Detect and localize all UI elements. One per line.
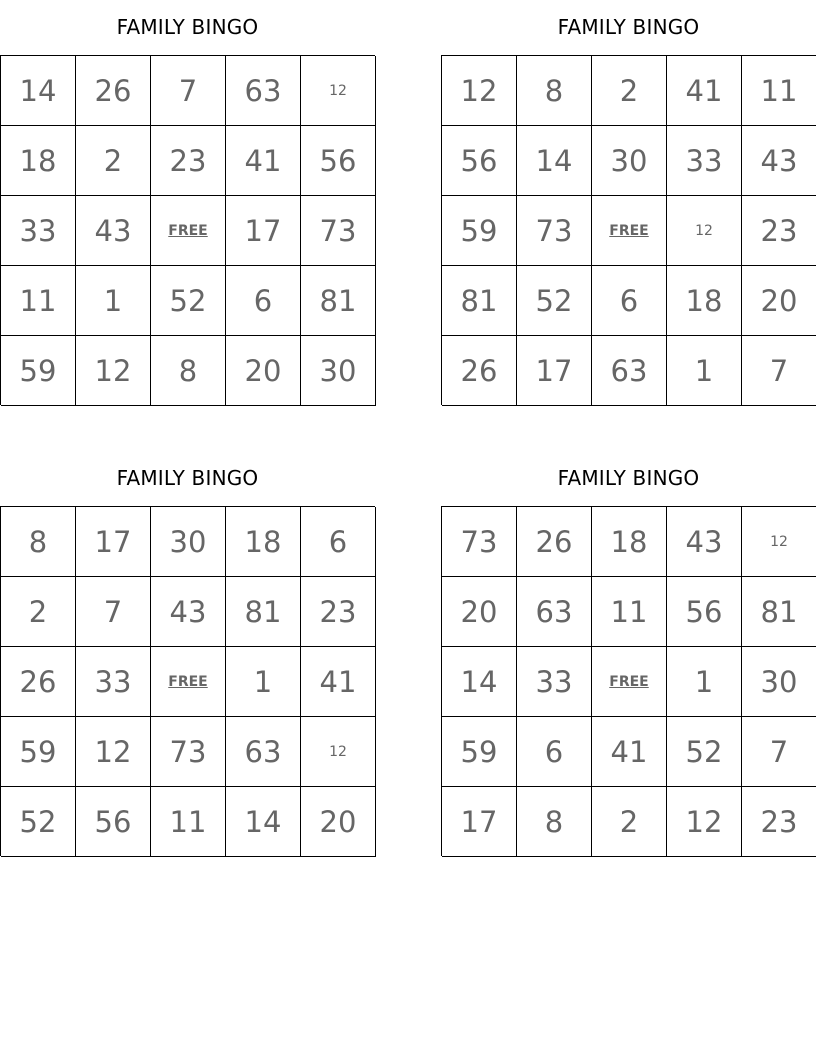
- bingo-cell: 43: [76, 196, 151, 266]
- bingo-cell: 56: [301, 126, 376, 196]
- bingo-cell: 33: [517, 647, 592, 717]
- bingo-cell: 12: [76, 717, 151, 787]
- bingo-cell: 8: [151, 336, 226, 406]
- bingo-cell: 56: [667, 577, 742, 647]
- bingo-cell: 7: [742, 336, 816, 406]
- bingo-cell: 63: [226, 56, 301, 126]
- bingo-cell: 18: [592, 507, 667, 577]
- bingo-cell: 41: [301, 647, 376, 717]
- card-title: FAMILY BINGO: [557, 15, 700, 39]
- bingo-cell: 81: [442, 266, 517, 336]
- bingo-cell: 8: [517, 56, 592, 126]
- bingo-cell: 26: [1, 647, 76, 717]
- bingo-cell: 7: [76, 577, 151, 647]
- bingo-cell: 12: [301, 717, 376, 787]
- bingo-cell: 30: [151, 507, 226, 577]
- bingo-cell: 1: [667, 336, 742, 406]
- bingo-cell: 63: [592, 336, 667, 406]
- bingo-cell: 17: [226, 196, 301, 266]
- bingo-cell: 11: [1, 266, 76, 336]
- bingo-cell: 26: [76, 56, 151, 126]
- bingo-cell: 18: [1, 126, 76, 196]
- bingo-cell: 11: [592, 577, 667, 647]
- bingo-cell: 30: [742, 647, 816, 717]
- bingo-cell: 81: [226, 577, 301, 647]
- bingo-cell: 33: [76, 647, 151, 717]
- bingo-cell: 52: [517, 266, 592, 336]
- bingo-cell: 26: [517, 507, 592, 577]
- card-title: FAMILY BINGO: [116, 15, 259, 39]
- bingo-cell: 30: [592, 126, 667, 196]
- bingo-cell: 63: [517, 577, 592, 647]
- bingo-cell: 1: [226, 647, 301, 717]
- bingo-cell: 20: [301, 787, 376, 857]
- bingo-cell: 23: [151, 126, 226, 196]
- bingo-card-3: [0, 451, 375, 856]
- card-title: FAMILY BINGO: [116, 466, 259, 490]
- bingo-card-1: [0, 0, 375, 405]
- bingo-cell: 41: [226, 126, 301, 196]
- bingo-cell: 12: [301, 56, 376, 126]
- bingo-cell: 20: [742, 266, 816, 336]
- bingo-cell: 52: [1, 787, 76, 857]
- bingo-cell: 23: [742, 196, 816, 266]
- bingo-cell: 52: [151, 266, 226, 336]
- bingo-cell: 18: [667, 266, 742, 336]
- bingo-cell: 81: [301, 266, 376, 336]
- bingo-cell: 14: [517, 126, 592, 196]
- bingo-cell: 7: [742, 717, 816, 787]
- bingo-cell: 18: [226, 507, 301, 577]
- bingo-cell: 41: [592, 717, 667, 787]
- bingo-cell: 17: [76, 507, 151, 577]
- bingo-cell: 11: [742, 56, 816, 126]
- bingo-cell: 52: [667, 717, 742, 787]
- bingo-cell: 73: [442, 507, 517, 577]
- bingo-cell: 12: [742, 507, 816, 577]
- bingo-cell: 17: [517, 336, 592, 406]
- bingo-cell: 1: [667, 647, 742, 717]
- bingo-cell: 8: [1, 507, 76, 577]
- bingo-grid: [0, 55, 375, 405]
- bingo-cell: 12: [76, 336, 151, 406]
- bingo-cell: 59: [442, 196, 517, 266]
- bingo-cell: 14: [226, 787, 301, 857]
- bingo-cell: 17: [442, 787, 517, 857]
- bingo-cell: 2: [76, 126, 151, 196]
- bingo-cell: 56: [76, 787, 151, 857]
- bingo-cell: 33: [667, 126, 742, 196]
- bingo-cell: 6: [517, 717, 592, 787]
- bingo-cell: 20: [226, 336, 301, 406]
- free-space: FREE: [592, 647, 667, 717]
- bingo-grid: [0, 506, 375, 856]
- bingo-cell: 20: [442, 577, 517, 647]
- bingo-cell: 11: [151, 787, 226, 857]
- bingo-cell: 59: [1, 717, 76, 787]
- bingo-cell: 43: [742, 126, 816, 196]
- bingo-cell: 56: [442, 126, 517, 196]
- bingo-cell: 81: [742, 577, 816, 647]
- bingo-cell: 73: [151, 717, 226, 787]
- bingo-cell: 23: [301, 577, 376, 647]
- bingo-cell: 6: [301, 507, 376, 577]
- bingo-cell: 43: [151, 577, 226, 647]
- bingo-cell: 59: [1, 336, 76, 406]
- bingo-card-4: [441, 451, 816, 856]
- bingo-cell: 1: [76, 266, 151, 336]
- bingo-cell: 6: [592, 266, 667, 336]
- bingo-cell: 14: [442, 647, 517, 717]
- bingo-cell: 12: [442, 56, 517, 126]
- bingo-grid: [441, 55, 816, 405]
- bingo-cell: 14: [1, 56, 76, 126]
- bingo-cell: 41: [667, 56, 742, 126]
- free-space: FREE: [592, 196, 667, 266]
- bingo-cell: 63: [226, 717, 301, 787]
- bingo-cell: 30: [301, 336, 376, 406]
- bingo-cell: 43: [667, 507, 742, 577]
- bingo-grid: [441, 506, 816, 856]
- bingo-cell: 2: [1, 577, 76, 647]
- bingo-cell: 2: [592, 787, 667, 857]
- bingo-cell: 6: [226, 266, 301, 336]
- bingo-cell: 26: [442, 336, 517, 406]
- bingo-cell: 73: [517, 196, 592, 266]
- bingo-card-2: [441, 0, 816, 405]
- bingo-cell: 12: [667, 196, 742, 266]
- bingo-cell: 8: [517, 787, 592, 857]
- free-space: FREE: [151, 196, 226, 266]
- bingo-cell: 7: [151, 56, 226, 126]
- bingo-cell: 33: [1, 196, 76, 266]
- bingo-cell: 23: [742, 787, 816, 857]
- bingo-cell: 73: [301, 196, 376, 266]
- bingo-cell: 2: [592, 56, 667, 126]
- free-space: FREE: [151, 647, 226, 717]
- card-title: FAMILY BINGO: [557, 466, 700, 490]
- bingo-cell: 12: [667, 787, 742, 857]
- bingo-cell: 59: [442, 717, 517, 787]
